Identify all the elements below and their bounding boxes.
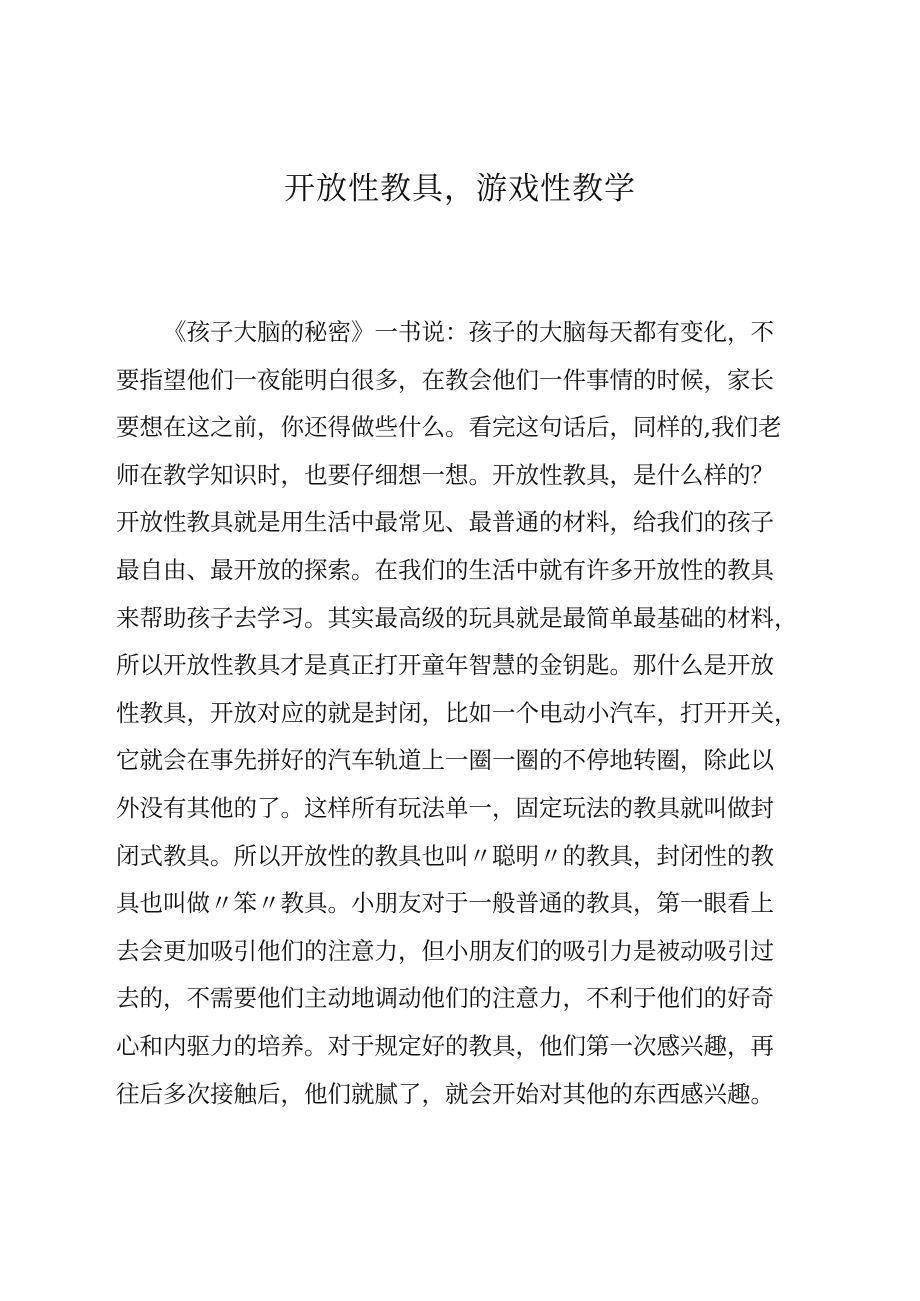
body-line: 最自由、最开放的探索。在我们的生活中就有许多开放性的教具 (116, 555, 774, 584)
body-line: 外没有其他的了。这样所有玩法单一，固定玩法的教具就叫做封 (116, 793, 774, 822)
body-line: 具也叫做〃笨〃教具。小朋友对于一般普通的教具，第一眼看上 (116, 889, 774, 918)
body-line: 心和内驱力的培养。对于规定好的教具，他们第一次感兴趣，再 (116, 1031, 774, 1060)
body-line: 去会更加吸引他们的注意力，但小朋友们的吸引力是被动吸引过 (116, 936, 774, 965)
body-line: 性教具，开放对应的就是封闭，比如一个电动小汽车，打开开关， (116, 698, 798, 727)
document-body (116, 309, 824, 1118)
document-title: 开放性教具，游戏性教学 (284, 171, 636, 207)
body-line: 师在教学知识时，也要仔细想一想。开放性教具，是什么样的？ (116, 460, 774, 489)
body-line: 开放性教具就是用生活中最常见、最普通的材料，给我们的孩子 (116, 508, 774, 537)
body-line: 闭式教具。所以开放性的教具也叫〃聪明〃的教具，封闭性的教 (116, 841, 774, 870)
body-line: 要想在这之前，你还得做些什么。看完这句话后，同样的,我们老 (116, 413, 782, 442)
body-line: 要指望他们一夜能明白很多，在教会他们一件事情的时候，家长 (116, 365, 774, 394)
body-line: 它就会在事先拼好的汽车轨道上一圈一圈的不停地转圈，除此以 (116, 746, 774, 775)
body-line: 往后多次接触后，他们就腻了，就会开始对其他的东西感兴趣。 (116, 1079, 774, 1108)
body-line: 去的，不需要他们主动地调动他们的注意力，不利于他们的好奇 (116, 984, 774, 1013)
body-line: 《孩子大脑的秘密》一书说：孩子的大脑每天都有变化，不 (163, 318, 774, 346)
body-line: 所以开放性教具才是真正打开童年智慧的金钥匙。那什么是开放 (116, 651, 774, 680)
body-line: 来帮助孩子去学习。其实最高级的玩具就是最简单最基础的材料， (116, 603, 798, 632)
